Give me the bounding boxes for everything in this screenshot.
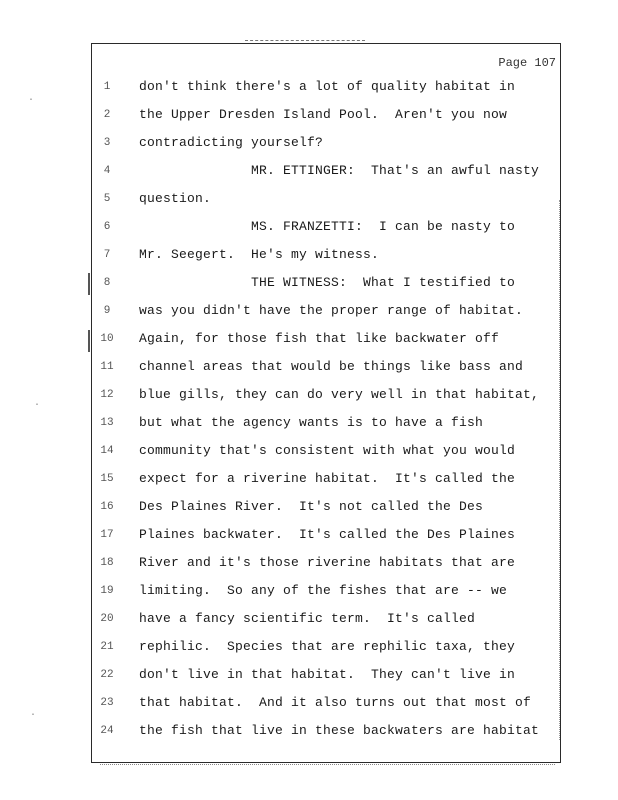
line-text: was you didn't have the proper range of habitat. bbox=[139, 303, 524, 318]
transcript-line bbox=[96, 526, 556, 546]
scan-artifact-left-mark bbox=[88, 330, 93, 352]
line-text: contradicting yourself? bbox=[139, 135, 324, 150]
line-text: MS. FRANZETTI: I can be nasty to bbox=[139, 219, 516, 234]
line-text: don't think there's a lot of quality habitat in bbox=[139, 79, 516, 94]
line-number: 4 bbox=[103, 165, 111, 177]
transcript-line bbox=[96, 722, 556, 742]
transcript-line bbox=[96, 218, 556, 238]
line-number: 11 bbox=[100, 361, 114, 373]
line-number: 3 bbox=[103, 137, 111, 149]
transcript-line bbox=[96, 498, 556, 518]
transcript-line bbox=[96, 470, 556, 490]
line-number: 23 bbox=[100, 697, 114, 709]
line-text: River and it's those riverine habitats that are bbox=[139, 555, 516, 570]
scan-artifact-top bbox=[245, 40, 365, 44]
line-number: 22 bbox=[100, 669, 114, 681]
transcript-line bbox=[96, 358, 556, 378]
line-number: 10 bbox=[100, 333, 114, 345]
transcript-line bbox=[96, 330, 556, 350]
transcript-line bbox=[96, 386, 556, 406]
line-text: Plaines backwater. It's called the Des Plaines bbox=[139, 527, 516, 542]
line-number: 7 bbox=[103, 249, 111, 261]
line-number: 13 bbox=[100, 417, 114, 429]
line-text: Mr. Seegert. He's my witness. bbox=[139, 247, 380, 262]
transcript-line bbox=[96, 694, 556, 714]
scan-artifact-bottom bbox=[100, 764, 555, 767]
line-text: the fish that live in these backwaters are habitat bbox=[139, 723, 540, 738]
line-text: MR. ETTINGER: That's an awful nasty bbox=[139, 163, 540, 178]
line-number: 6 bbox=[103, 221, 111, 233]
line-number: 9 bbox=[103, 305, 111, 317]
transcript-line bbox=[96, 582, 556, 602]
line-text: limiting. So any of the fishes that are -- we bbox=[139, 583, 508, 598]
line-number: 15 bbox=[100, 473, 114, 485]
transcript-line bbox=[96, 162, 556, 182]
line-number: 24 bbox=[100, 725, 114, 737]
line-number: 1 bbox=[103, 81, 111, 93]
page-number-header: Page 107 bbox=[498, 56, 556, 70]
scan-artifact-left-mark bbox=[88, 273, 93, 295]
scan-speck: · bbox=[30, 710, 37, 721]
line-text: Des Plaines River. It's not called the Des bbox=[139, 499, 484, 514]
transcript-line bbox=[96, 610, 556, 630]
line-number: 12 bbox=[100, 389, 114, 401]
line-text: rephilic. Species that are rephilic taxa, they bbox=[139, 639, 516, 654]
line-number: 20 bbox=[100, 613, 114, 625]
transcript-line bbox=[96, 442, 556, 462]
line-text: that habitat. And it also turns out that most of bbox=[139, 695, 532, 710]
line-text: have a fancy scientific term. It's called bbox=[139, 611, 476, 626]
line-number: 17 bbox=[100, 529, 114, 541]
line-text: but what the agency wants is to have a fish bbox=[139, 415, 484, 430]
line-number: 16 bbox=[100, 501, 114, 513]
transcript-line bbox=[96, 246, 556, 266]
line-text: blue gills, they can do very well in that habitat, bbox=[139, 387, 540, 402]
transcript-line bbox=[96, 274, 556, 294]
line-number: 2 bbox=[103, 109, 111, 121]
transcript-line bbox=[96, 106, 556, 126]
scan-speck: · bbox=[34, 400, 41, 411]
line-number: 5 bbox=[103, 193, 111, 205]
line-text: question. bbox=[139, 191, 212, 206]
line-number: 8 bbox=[103, 277, 111, 289]
transcript-line bbox=[96, 666, 556, 686]
line-text: community that's consistent with what you would bbox=[139, 443, 516, 458]
line-text: expect for a riverine habitat. It's called the bbox=[139, 471, 516, 486]
line-number: 18 bbox=[100, 557, 114, 569]
line-number: 14 bbox=[100, 445, 114, 457]
scan-artifact-right-margin bbox=[559, 200, 564, 740]
line-text: channel areas that would be things like bass and bbox=[139, 359, 524, 374]
transcript-line bbox=[96, 190, 556, 210]
transcript-line bbox=[96, 554, 556, 574]
line-number: 21 bbox=[100, 641, 114, 653]
transcript-line bbox=[96, 302, 556, 322]
line-text: THE WITNESS: What I testified to bbox=[139, 275, 516, 290]
line-text: the Upper Dresden Island Pool. Aren't you now bbox=[139, 107, 508, 122]
line-text: don't live in that habitat. They can't live in bbox=[139, 667, 516, 682]
transcript-line bbox=[96, 78, 556, 98]
line-number: 19 bbox=[100, 585, 114, 597]
transcript-line bbox=[96, 638, 556, 658]
scan-speck: · bbox=[28, 95, 35, 106]
line-text: Again, for those fish that like backwater off bbox=[139, 331, 500, 346]
transcript-line bbox=[96, 134, 556, 154]
transcript-line bbox=[96, 414, 556, 434]
